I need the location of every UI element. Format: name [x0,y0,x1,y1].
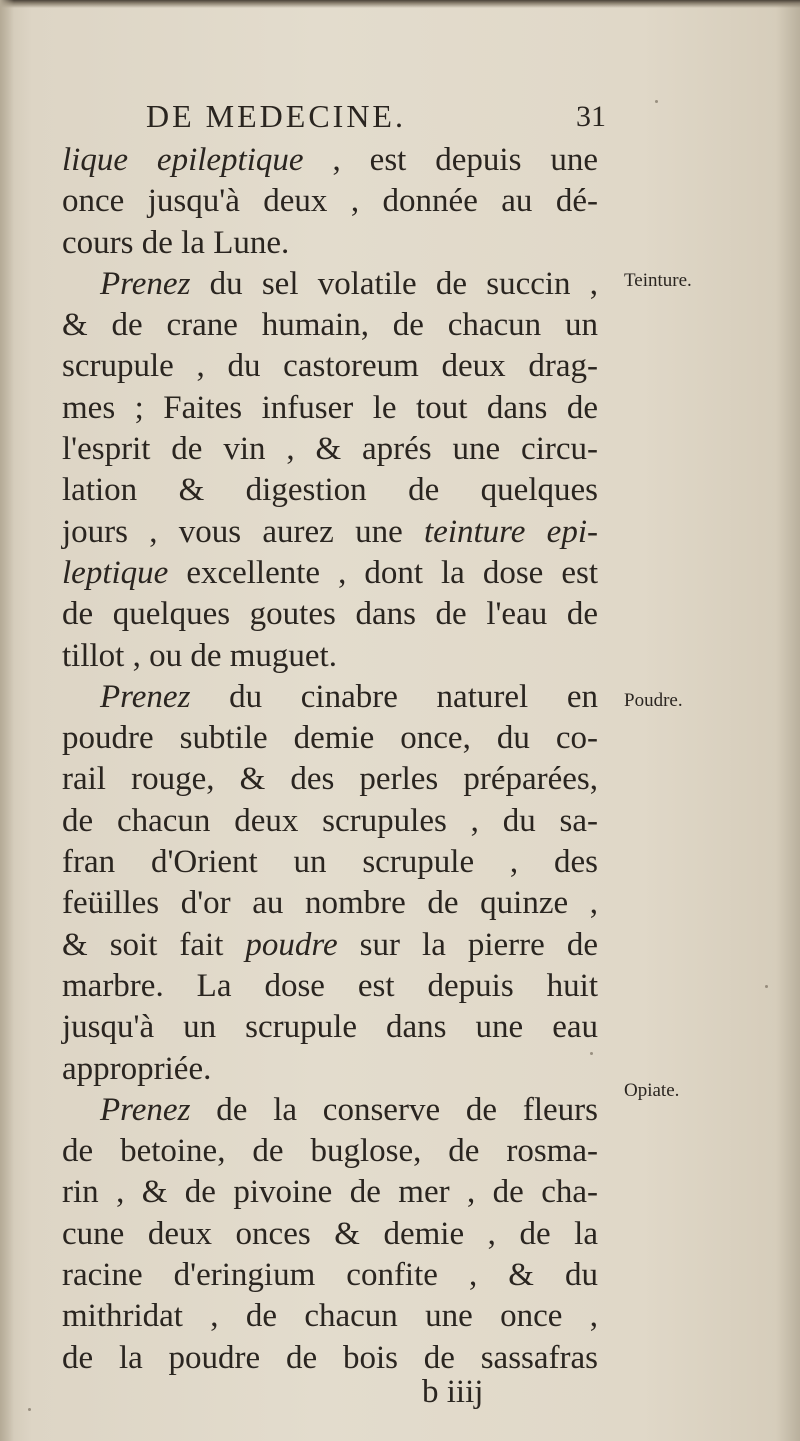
text-line [62,346,598,387]
text-line [62,1255,598,1296]
text-line [62,842,598,883]
text-run: du sel volatile de succin , [190,265,598,302]
text-line [62,553,598,594]
italic-run: leptique [62,554,169,591]
paper-speck [765,985,768,988]
margin-note-poudre: Poudre. [624,690,683,711]
italic-run: lique epileptique [62,142,304,178]
paper-speck [590,1052,593,1055]
text-line [62,1090,598,1131]
running-title: DE MEDECINE. [146,98,406,134]
margin-note-teinture: Teinture. [624,270,692,291]
text-line [62,759,598,800]
text-line [62,1049,598,1090]
italic-run: Prenez [100,678,191,715]
text-run: de la poudre de bois de sassafras [62,1339,598,1376]
text-line [62,1296,598,1337]
signature-mark: b iiij [422,1374,484,1410]
text-line [62,1131,598,1172]
text-run: excellente , dont la dose est [168,554,598,591]
text-run: de betoine, de buglose, de rosma- [62,1133,598,1170]
text-run: cours de la Lune. [62,224,290,261]
text-line [62,925,598,966]
text-line [62,1172,598,1213]
text-run: appropriée. [62,1050,212,1087]
page-number: 31 [576,100,606,133]
text-run: feüilles d'or au nombre de quinze , [62,885,598,922]
text-line [62,883,598,924]
text-run: jours , vous aurez une [62,513,424,550]
text-run: mes ; Faites infuser le tout dans de [62,389,598,426]
text-run: mithridat , de chacun une once , [62,1298,598,1335]
italic-run: poudre [245,926,338,963]
text-run: scrupule , du castoreum deux drag- [62,348,598,385]
text-run: cune deux onces & demie , de la [62,1215,598,1252]
page-top-edge [0,0,800,8]
text-line [62,429,598,470]
text-line [62,1214,598,1255]
text-run: , est depuis une [303,142,598,178]
text-line [62,718,598,759]
text-line [62,223,598,264]
text-run: tillot , ou de muguet. [62,637,337,674]
text-line [62,801,598,842]
text-run: rin , & de pivoine de mer , de cha- [62,1174,598,1211]
text-run: de chacun deux scrupules , du sa- [62,802,598,839]
text-line [62,264,598,305]
text-line [62,677,598,718]
text-run: l'esprit de vin , & aprés une circu- [62,431,598,468]
text-run: racine d'eringium confite , & du [62,1257,598,1294]
italic-run: Prenez [100,265,191,302]
text-run: & soit fait [62,926,246,963]
text-run: de la conserve de fleurs [190,1091,598,1128]
text-line [62,140,598,181]
body-text [62,140,598,1379]
text-run: marbre. La dose est depuis huit [62,967,598,1004]
text-line [62,1007,598,1048]
text-run: de quelques goutes dans de l'eau de [62,596,598,633]
text-line [62,966,598,1007]
text-run: fran d'Orient un scrupule , des [62,844,598,881]
text-line [62,1338,598,1379]
text-run: & de crane humain, de chacun un [62,307,598,344]
text-line [62,388,598,429]
margin-note-opiate: Opiate. [624,1080,680,1101]
text-run: du cinabre naturel en [190,678,598,715]
text-run: sur la pierre de [337,926,598,963]
text-run: rail rouge, & des perles préparées, [62,761,598,798]
text-line [62,181,598,222]
text-line [62,636,598,677]
paper-speck [28,1408,31,1411]
text-run: jusqu'à un scrupule dans une eau [62,1009,598,1046]
text-run: poudre subtile demie once, du co- [62,720,598,757]
page-gutter-shadow [0,0,14,1441]
text-line [62,305,598,346]
italic-run: teinture epi- [424,513,598,550]
text-line [62,470,598,511]
text-line [62,594,598,635]
paper-speck [655,100,658,103]
italic-run: Prenez [100,1091,191,1128]
text-run: lation & digestion de quelques [62,472,598,509]
text-line [62,512,598,553]
text-run: once jusqu'à deux , donnée au dé- [62,183,598,220]
